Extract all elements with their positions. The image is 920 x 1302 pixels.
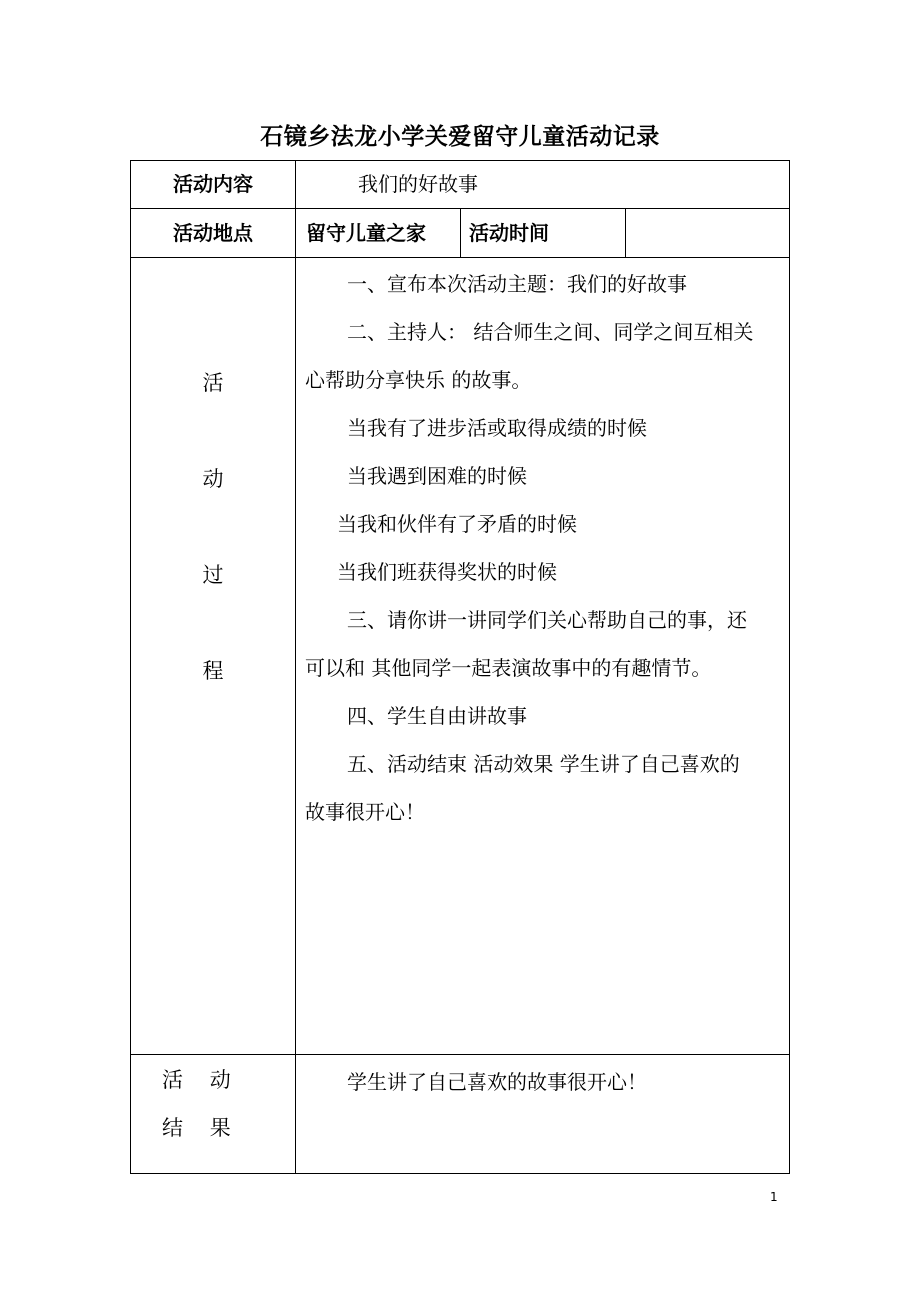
process-label-char: 活 xyxy=(202,371,224,395)
table-border-top xyxy=(130,160,790,161)
document-title: 石镜乡法龙小学关爱留守儿童活动记录 xyxy=(260,124,660,150)
activity-content-label: 活动内容 xyxy=(173,172,253,196)
process-line: 一、宣布本次活动主题：我们的好故事 xyxy=(347,272,687,296)
activity-location-value: 留守儿童之家 xyxy=(306,221,426,245)
page-number: 1 xyxy=(770,1190,778,1204)
process-line: 当我和伙伴有了矛盾的时候 xyxy=(337,512,577,536)
process-line: 当我们班获得奖状的时候 xyxy=(337,560,557,584)
table-border-bottom xyxy=(130,1173,790,1174)
process-label-char: 动 xyxy=(202,467,224,491)
process-label-char: 过 xyxy=(202,563,224,587)
process-line: 四、学生自由讲故事 xyxy=(347,704,527,728)
activity-location-label: 活动地点 xyxy=(173,221,253,245)
activity-content-value: 我们的好故事 xyxy=(358,172,478,196)
activity-time-label: 活动时间 xyxy=(469,221,549,245)
process-line: 心帮助分享快乐 的故事。 xyxy=(305,368,532,392)
process-line: 当我有了进步活或取得成绩的时候 xyxy=(347,416,647,440)
process-line: 二、主持人： 结合师生之间、同学之间互相关 xyxy=(347,320,754,344)
activity-record-table xyxy=(130,160,790,1174)
process-line: 五、活动结束 活动效果 学生讲了自己喜欢的 xyxy=(347,752,740,776)
process-line: 当我遇到困难的时候 xyxy=(347,464,527,488)
row-divider xyxy=(130,257,790,258)
row-divider xyxy=(130,1054,790,1055)
table-border-right xyxy=(789,160,790,1174)
result-label-line: 活 动 xyxy=(162,1068,231,1092)
process-label-char: 程 xyxy=(202,659,224,683)
column-divider xyxy=(625,208,626,257)
process-line: 可以和 其他同学一起表演故事中的有趣情节。 xyxy=(305,656,712,680)
process-line: 故事很开心！ xyxy=(305,800,425,824)
process-line: 三、请你讲一讲同学们关心帮助自己的事，还 xyxy=(347,608,747,632)
result-label-line: 结 果 xyxy=(162,1116,231,1140)
column-divider xyxy=(460,208,461,257)
result-value: 学生讲了自己喜欢的故事很开心！ xyxy=(347,1070,647,1094)
